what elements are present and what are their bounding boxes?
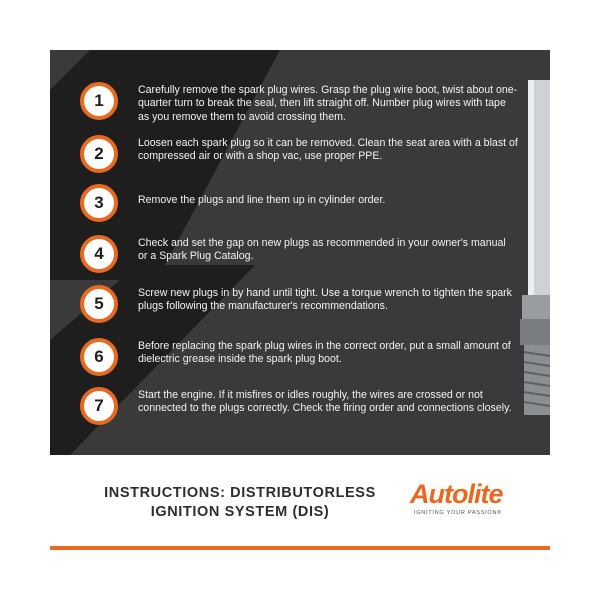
step-6 <box>80 338 520 384</box>
instructions-title <box>80 484 400 522</box>
step-text: Remove the plugs and line them up in cylinder order. <box>138 194 386 206</box>
step-number-badge: 6 <box>80 338 118 376</box>
logo-wordmark: Autolite <box>410 479 503 509</box>
step-number-badge: 1 <box>80 82 118 120</box>
step-number-badge: 4 <box>80 235 118 273</box>
step-number-badge: 5 <box>80 285 118 323</box>
accent-divider <box>50 546 550 550</box>
step-text: Start the engine. If it misfires or idles roughly, the wires are crossed or not connected to the plugs correctly. Check the firing order and connections closely. <box>138 389 512 415</box>
step-7 <box>80 387 520 433</box>
autolite-logo <box>410 480 530 524</box>
instructions-title-line-1: INSTRUCTIONS: DISTRIBUTORLESS <box>104 485 376 501</box>
step-text: Screw new plugs in by hand until tight. Use a torque wrench to tighten the spark plugs following the manufacturer's recommendations. <box>138 287 512 313</box>
step-text: Loosen each spark plug so it can be removed. Clean the seat area with a blast of compressed air or with a shop vac, use proper PPE. <box>138 137 518 163</box>
step-1 <box>80 82 520 128</box>
step-text: Before replacing the spark plug wires in the correct order, put a small amount of dielectric grease inside the spark plug boot. <box>138 340 511 366</box>
logo-tagline: IGNITING YOUR PASSION® <box>414 510 503 516</box>
step-3 <box>80 184 520 230</box>
step-2 <box>80 135 520 181</box>
step-text: Check and set the gap on new plugs as recommended in your owner's manual or a Spark Plug Catalog. <box>138 237 506 263</box>
step-4 <box>80 235 520 281</box>
step-number-badge: 2 <box>80 135 118 173</box>
instruction-panel <box>50 50 550 455</box>
step-number-badge: 7 <box>80 387 118 425</box>
step-number-badge: 3 <box>80 184 118 222</box>
step-5 <box>80 285 520 331</box>
step-text: Carefully remove the spark plug wires. Grasp the plug wire boot, twist about one-quarter turn to break the seal, then lift straight off. Number plug wires with tape as you remove them to avoid crossing them. <box>138 84 518 123</box>
instructions-title-line-2: IGNITION SYSTEM (DIS) <box>150 504 330 520</box>
